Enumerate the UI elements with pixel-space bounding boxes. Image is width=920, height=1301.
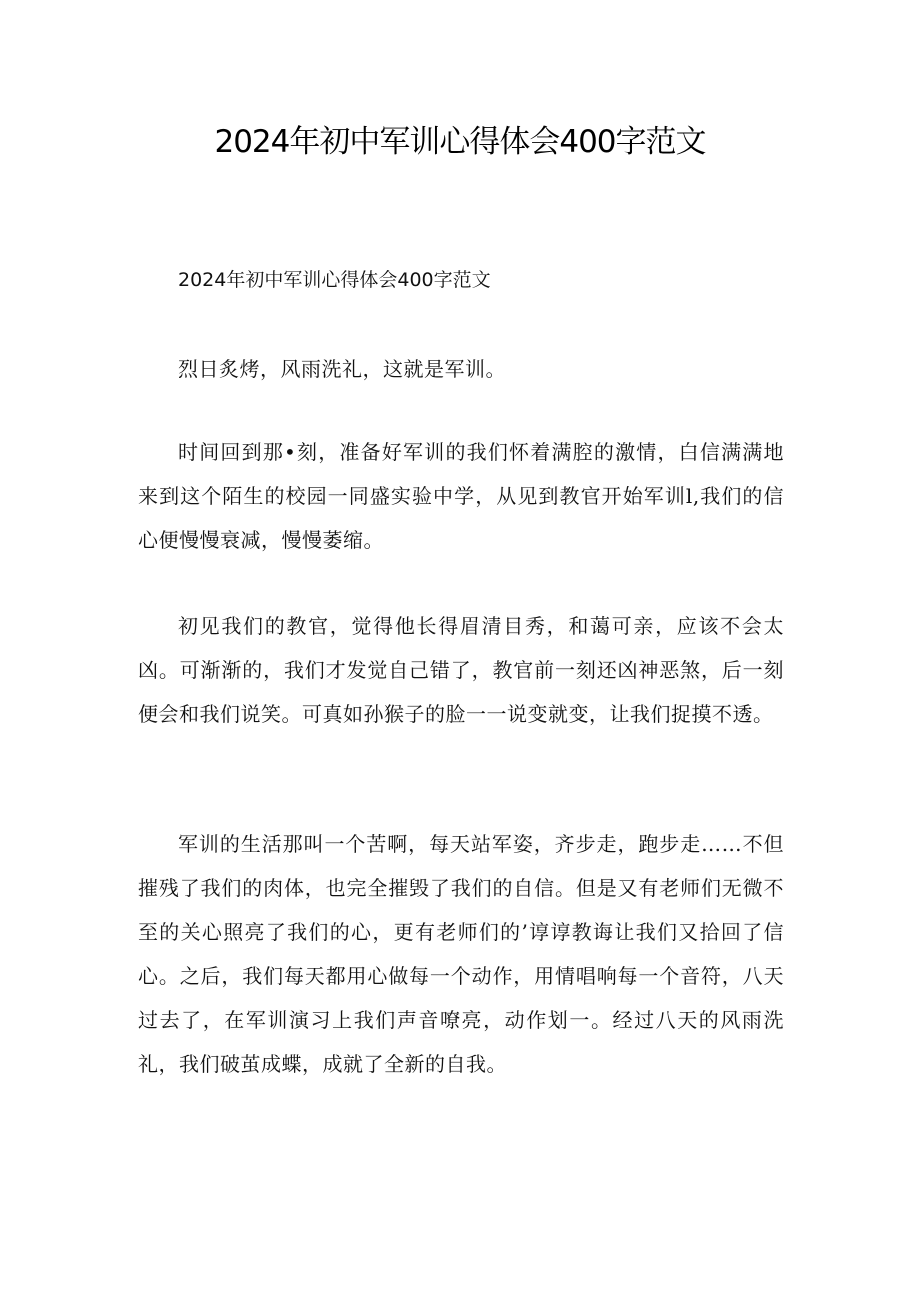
paragraph-1: 烈日炙烤，风雨洗礼，这就是军训。 [178, 357, 506, 381]
paragraph-3: 初见我们的教官，觉得他长得眉清目秀，和蔼可亲，应该不会太凶。可渐渐的，我们才发觉自己错了，教官前一刻还凶神恶煞，后一刻便会和我们说笑。可真如孙猴子的脸一一说变就变，让我们捉摸不透。 [138, 614, 784, 726]
paragraph-2: 时间回到那•刻，准备好军训的我们怀着满腔的激情，白信满满地来到这个陌生的校园一同盛实验中学，从见到教官开始军训l,我们的信心便慢慢衰减，慢慢萎缩。 [138, 440, 784, 552]
document-subtitle: 2024年初中军训心得体会400字范文 [178, 269, 491, 291]
document-title: 2024年初中军训心得体会400字范文 [214, 124, 706, 160]
paragraph-4: 军训的生活那叫一个苦啊，每天站军姿，齐步走，跑步走……不但摧残了我们的肉体，也完全摧毁了我们的自信。但是又有老师们无微不至的关心照亮了我们的心，更有老师们的’谆谆教诲让我们又拾回了信心。之后，我们每天都用心做每一个动作，用情唱响每一个音符，八天过去了，在军训演习上我们声音嘹亮，动作划一。经过八天的风雨洗礼，我们破茧成蝶，成就了全新的自我。 [138, 832, 784, 1076]
